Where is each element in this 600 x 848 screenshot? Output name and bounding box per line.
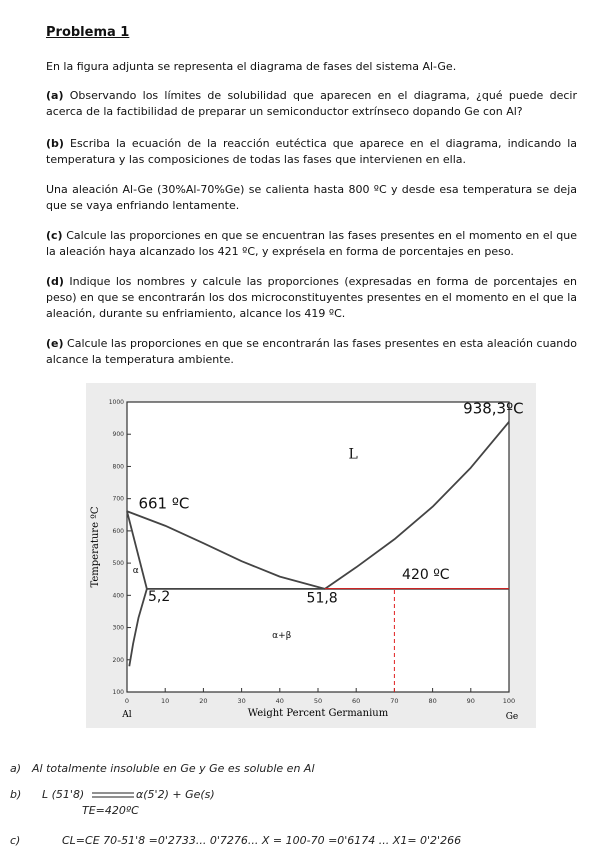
question-b bbox=[46, 136, 577, 168]
annotation-label: L bbox=[348, 446, 358, 463]
annotation-label: 938,3ºC bbox=[463, 399, 524, 418]
question-c bbox=[46, 228, 577, 260]
answer-c-label: c) bbox=[10, 834, 21, 847]
question-d bbox=[46, 274, 577, 322]
alloy-statement bbox=[46, 182, 577, 214]
y-axis-label: Temperature ºC bbox=[90, 506, 101, 588]
intro-paragraph: En la figura adjunta se representa el diagrama de fases del sistema Al-Ge. bbox=[46, 60, 457, 73]
y-tick-label: 600 bbox=[112, 527, 124, 535]
x-tick-label: 90 bbox=[466, 697, 475, 705]
question-label: (e) bbox=[46, 337, 64, 350]
answer-b-products: α(5'2) + Ge(s) bbox=[136, 788, 215, 801]
y-tick-label: 400 bbox=[112, 592, 124, 600]
x-tick-label: 0 bbox=[124, 697, 130, 705]
answer-b-temperature: TE=420ºC bbox=[82, 804, 139, 817]
annotation-label: α bbox=[132, 565, 139, 576]
question-text: Calcule las proporciones en que se encuentran las fases presentes en el momento en el que la aleación haya alcanzado los 421 ºC, y exprésela en forma de porcentajes en peso. bbox=[46, 229, 577, 258]
question-text: Observando los límites de solubilidad que aparecen en el diagrama, ¿qué puede decir acerca de la factibilidad de preparar un semiconductor extrínseco dopando Ge con Al? bbox=[46, 89, 577, 118]
annotation-label: 420 ºC bbox=[402, 566, 450, 583]
plot-area bbox=[127, 402, 509, 692]
annotation-label: α+β bbox=[272, 630, 292, 641]
phase-diagram-chart bbox=[86, 383, 536, 728]
question-label: (d) bbox=[46, 275, 64, 288]
answer-c-text: CL=CE 70-51'8 =0'2733... 0'7276... X = 100-70 =0'6174 ... X1= 0'2'266 bbox=[62, 834, 462, 847]
question-text: Indique los nombres y calcule las proporciones (expresadas en forma de porcentajes en peso) en que se encontrarán los dos microconstituyentes presentes en el momento en el que la aleación, durante su enfriamiento, alcance los 419 ºC. bbox=[46, 275, 577, 320]
y-tick-label: 500 bbox=[112, 560, 124, 568]
answer-a-text: Al totalmente insoluble en Ge y Ge es soluble en Al bbox=[32, 762, 315, 775]
x-tick-label: 20 bbox=[199, 697, 208, 705]
x-end-label-ge: Ge bbox=[505, 712, 519, 722]
x-tick-label: 40 bbox=[275, 697, 284, 705]
y-tick-label: 300 bbox=[112, 624, 124, 632]
y-tick-label: 800 bbox=[112, 463, 124, 471]
handwritten-answers bbox=[0, 740, 600, 848]
answer-b-reactant: L (51'8) bbox=[42, 788, 85, 801]
x-tick-label: 60 bbox=[352, 697, 361, 705]
question-label: (b) bbox=[46, 137, 64, 150]
x-tick-label: 30 bbox=[237, 697, 246, 705]
statement-text: Una aleación Al-Ge (30%Al-70%Ge) se calienta hasta 800 ºC y desde esa temperatura se deja que se vaya enfriando lentamente. bbox=[46, 183, 577, 212]
problem-title: Problema 1 bbox=[46, 25, 130, 40]
y-tick-label: 100 bbox=[112, 689, 124, 696]
x-tick-label: 10 bbox=[161, 697, 170, 705]
phase-diagram-figure bbox=[86, 383, 536, 728]
x-tick-label: 100 bbox=[502, 697, 516, 705]
question-label: (c) bbox=[46, 229, 63, 242]
annotation-label: 5,2 bbox=[148, 589, 171, 606]
y-tick-label: 1000 bbox=[108, 399, 124, 406]
y-tick-label: 700 bbox=[112, 495, 124, 503]
y-tick-label: 200 bbox=[112, 656, 124, 664]
annotation-label: 661 ºC bbox=[138, 494, 190, 513]
question-label: (a) bbox=[46, 89, 64, 102]
question-text: Calcule las proporciones en que se encontrarán las fases presentes en esta aleación cuando alcance la temperatura ambiente. bbox=[46, 337, 577, 366]
y-tick-label: 900 bbox=[112, 431, 124, 439]
answer-b-label: b) bbox=[10, 788, 22, 801]
answer-a-label: a) bbox=[10, 762, 22, 775]
x-end-label-al: Al bbox=[122, 710, 132, 720]
question-e bbox=[46, 336, 577, 368]
question-text: Escriba la ecuación de la reacción eutéctica que aparece en el diagrama, indicando la temperatura y las composiciones de todas las fases que intervienen en ella. bbox=[46, 137, 577, 166]
question-a bbox=[46, 88, 577, 120]
x-tick-label: 80 bbox=[428, 697, 437, 705]
annotation-label: 51,8 bbox=[306, 590, 338, 607]
x-tick-label: 70 bbox=[390, 697, 399, 705]
x-tick-label: 50 bbox=[313, 697, 323, 705]
x-axis-label: Weight Percent Germanium bbox=[247, 708, 389, 719]
